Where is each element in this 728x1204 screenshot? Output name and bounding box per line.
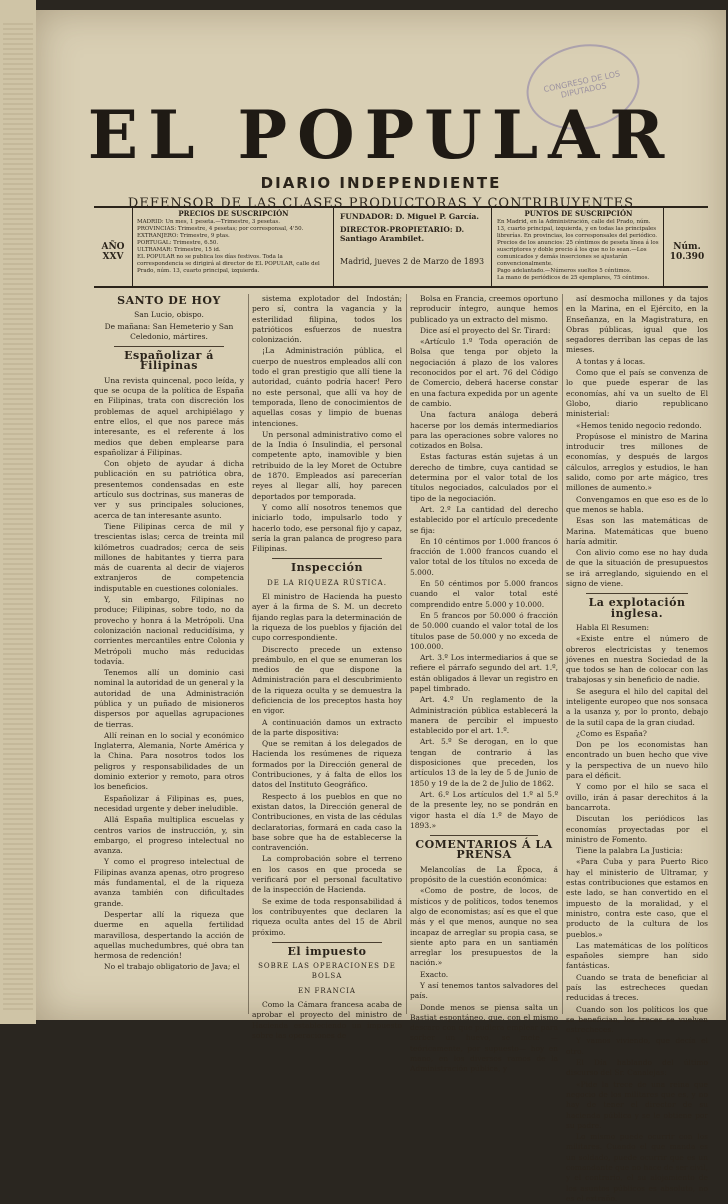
column-4: así desmocha millones y da tajos en la Marina, en el Ejército, en la Enseñanza, en la Magistratura, en Obras públicas, igual que los segadores derriban las cepas de las mieses. A tontas y á locas. Como que el país se convenza de lo que puede esperar de las economías, ahí va un suelto de El Globo, diario republicano ministerial: «Hemos tenido negocio redondo. Propúsose el ministro de Marina introducir tres millones de economías, y después de largos cálculos, arreglos y estudios, le han salido, como por arte mágico, tres millones de aumento.» Convengamos en que eso es de lo que menos se habla. Esas son las matemáticas de Marina. Matemáticas que bueno haría admitir. Con alivio como ese no hay duda de que la situación de presupuestos se irá arreglando, siguiendo en el signo de viene. La explotación inglesa. Habla El Resumen: «Existe entre el número de obreros electricistas y tenemos jóvenes en nuestra Sociedad de la que todos se han de colocar con las trabajosas y sin beneficio de nadie. Se asegura el hilo del capital del inteligente europeo que nos sonsaca a la usanza y, por lo pronto, debajo de la sutil capa de la gran ciudad. ¿Como es España? Don pe los economistas han encontrado un buen hecho que vive y la perspectiva de un nuevo hilo para el déficit. Y como por el hilo se saca el ovillo, irán á pasar derechitos á la bancarrota. Discutan los periódicos las economías proyectadas por el ministro de Fomento. Tiene la palabra La Justicia: «Para Cuba y para Puerto Rico hay el ministerio de Ultramar, y estas contribuciones que estamos en este lado, se han convertido en el impuesto de la moralidad, y el ministro, contra este caso, que el producto de la cultura de los pueblos.» Las matemáticas de los políticos españoles siempre han sido fantásticas. Cuando se trata de beneficiar al país las estrecheces quedan reducidas á treces. Cuando son los políticos los que se benefician, los treces se vuelven estrecheces. Y vamos viviendo, que decía el otro. El Día hablando del último discurso del Sr. Canalejas: «Pide la trece de una reina que negocio de los militares que es, y no hay de tener el director de su hacienda pública y se le obtiene por su padre. Lo mismo puede ocurrir con los militares. Cuando el que manda es un soldado, puede ocurrir que es un comandante que no hace de ser civil, y el contrario, el su alojamiento de los asuntos públicos es absoluto, no es el extraño. [566,294,708,1203]
column-3: Bolsa en Francia, creemos oportuno reproducir íntegro, aunque hemos publicado ya un extracto del mismo. Dice así el proyecto del Sr. Tirard: «Artículo 1.º Toda operación de Bolsa que tenga por objeto la negociación á plazo de los valores reconocidos por el art. 76 del Código de Comercio, deberá hacerse constar en una factura expedida por un agente de cambio. Una factura análoga deberá hacerse por los demás intermediarios para las operaciones sobre valores no cotizados en Bolsa. Estas facturas están sujetas á un derecho de timbre, cuya cantidad se determina por el valor total de los títulos negociados, calculados por el tipo de la negociación. Art. 2.º La cantidad del derecho establecido por el artículo precedente se fija: En 10 céntimos por 1.000 francos ó fracción de 1.000 francos cuando el valor total de los títulos no exceda de 5.000. En 50 céntimos por 5.000 francos cuando el valor total esté comprendido entre 5.000 y 10.000. En 5 francos por 50.000 ó fracción de 50.000 cuando el valor total de los títulos pase de 50.000 y no exceda de 100.000. Art. 3.º Los intermediarios á que se refiere el párrafo segundo del art. 1.º, están obligados á llevar un registro en papel timbrado. Art. 4.º Un reglamento de la Administración pública establecerá la manera de percibir el impuesto establecido por el art. 1.º. Art. 5.º Se derogan, en lo que tengan de contrario á las disposiciones que preceden, los artículos 13 de la ley de 5 de Junio de 1850 y 19 de la de 2 de Julio de 1862. Art. 6.º Los artículos del 1.º al 5.º de la presente ley, no se pondrán en vigor hasta el día 1.º de Mayo de 1893.» COMENTARIOS Á LA PRENSA Melancolías de La Época, á propósito de la cuestión económica: «Como de postre, de locos, de místicos y de políticos, todos tenemos algo de economistas; así es que el que más y el que menos, aunque no sea incapaz de arreglar su propia casa, se siente apto para en un santiamén arreglar los presupuestos de la nación.» Exacto. Y así tenemos tantos salvadores del país. Donde menos se piensa salta un Bastiat espontáneo, que, con el mismo descaro con que pudiera emplear para sorber un huevo, se mete —teóricamente, por supuesto— hoy en mano, en los diversos ramos de la Administración pública, y [410,294,558,1074]
column-1: SANTO DE HOY San Lucio, obispo. De mañana: San Hemeterio y San Celedonio, mártires. Españolizar á Filipinas Una revista quincenal, poco leída, y que se ocupa de la política de España en Filipinas, trata con discreción los problemas de aquel archipiélago y entre ellos, el que nos parece más interesante, es el referente á los medios que deben emplearse para españolizar á Filipinas. Con objeto de ayudar á dicha publicación en su patriótica obra, presentemos condensadas en este artículo sus doctrinas, sus maneras de ver y sus principales soluciones, acerca de tan interesante asunto. Tiene Filipinas cerca de mil y trescientas islas; cerca de treinta mil kilómetros cuadrados; cerca de seis millones de habitantes y tierra para más de cuarenta al decir de viajeros extranjeros de competencia indisputable en cuestiones coloniales. Y, sin embargo, Filipinas no produce; Filipinas, sobre todo, no da provecho y honra á la Metrópoli. Una colonización nacional reducidísima, y corrientes mercantiles entre Colonia y Metrópoli mucho más reducidas todavía. Tenemos allí un dominio casi nominal la autoridad de un general y la autoridad de una Administración pública y un puñado de misioneros dispersos por aquellas agrupaciones de tierras. Allí reinan en lo social y económico Inglaterra, Alemania, Norte América y la China. Para nosotros todos los peligros y responsabilidades de un dominio exterior y remoto, para otros los beneficios. Españolizar á Filipinas es, pues, necesidad urgente y deber ineludible. Allá España multiplica escuelas y centros varios de instrucción, y, sin embargo, el progreso intelectual no avanza. Y como el progreso intelectual de Filipinas avanza apenas, otro progreso más fundamental, el de la riqueza avanza también con dificultades grande. Despertar allí la riqueza que duerme en aquella fertilidad maravillosa, despertando la acción de aquellas muchedumbres, qué obra tan hermosa de redención! No el trabajo obligatorio de Java; el [94,294,244,972]
issue-date: Madrid, jueves 2 de Marzo de 1893 [340,257,485,266]
headline-explotacion: La explotación inglesa. [588,596,686,620]
director: DIRECTOR-PROPIETARIO: D. Santiago Arambilet. [340,225,465,243]
masthead [36,96,726,211]
adjacent-page-strip [0,0,36,1024]
headline-comentarios: COMENTARIOS Á LA PRENSA [415,838,553,862]
newspaper-subtitle: DIARIO INDEPENDIENTE [260,174,502,192]
column-2: sistema explotador del Indostán; pero sí, contra la vagancia y la esterilidad filipina, todos los patrióticos esfuerzos de nuestra colonización. ¡La Administración pública, el cuerpo de nuestros empleados allí con todo el gran prestigio que allí tiene la autoridad, cuánto podría hacer! Pero no este personal, que allí va hoy de temporada, lleno de conocimientos de aquellas cosas y limpio de buenas intenciones. Un personal administrativo como el de la India ó Insulindia, el personal competente apto, inamovible y bien retribuido de la ley Moret de Octubre de 1870. Empleados así parecerían reyes al llegar allí, hoy parecen deportados por temporada. Y como allí nosotros tenemos que iniciarlo todo, impulsarlo todo y hacerlo todo, ese personal fijo y capaz, sería la gran palanca de progreso para Filipinas. Inspección DE LA RIQUEZA RÚSTICA. El ministro de Hacienda ha puesto ayer á la firma de S. M. un decreto fijando reglas para la determinación de la riqueza de los pueblos y fijación del cupo correspondiente. Discrecto precede un extenso preámbulo, en el que se enumeran los medios de que dispone la Administración para el descubrimiento de la riqueza oculta y se demuestra la deficiencia de los preceptos hasta hoy en vigor. A continuación damos un extracto de la parte dispositiva: Que se remitan á los delegados de Hacienda los resúmenes de riqueza formados por la Dirección general de Contribuciones, y á falta de ellos los datos del Instituto Geográfico. Respecto á los pueblos en que no existan datos, la Dirección general de Contribuciones, en vista de las cédulas declaratorias, formará en cada caso la base sobre que ha de establecerse la contravención. La comprobación sobre el terreno en los casos en que proceda se verificará por el personal facultativo de la inspección de Hacienda. Se exime de toda responsabilidad á los contribuyentes que declaren la riqueza oculta antes del 15 de Abril próximo. El impuesto SOBRE LAS OPERACIONES DE BOLSA EN FRANCIA Como la Cámara francesa acaba de aprobar el proyecto del ministro de Hacienda estableciendo un impuesto sobre las operaciones de [252,294,402,1040]
newspaper-page [36,10,726,1203]
year-box: AÑO XXV [94,208,133,286]
article-columns [94,294,708,1203]
headline-inspeccion: Inspección [291,561,363,575]
subscription-points: PUNTOS DE SUSCRIPCIÓN En Madrid, en la Administración, calle del Prado, núm. 13, cuarto principal, izquierda, y en todas las principales librerías. En provincias, los corresponsales del periódico. Precios de los anuncios: 25 céntimos de peseta línea á los suscriptores y doble precio á los que no lo sean.—Los comunicados y demás inserciones se ajustarán convencionalmente. Pago adelantado.—Números sueltos 5 céntimos. La mano de periódicos de 25 ejemplares, 75 céntimos. [494,208,664,286]
library-stamp: CONGRESO DE LOS DIPUTADOS [519,34,648,140]
issue-number: Núm. 10.390 [669,242,705,262]
santo-heading: SANTO DE HOY [117,294,221,307]
newspaper-title: EL POPULAR [87,96,675,174]
info-bar [94,206,708,288]
newspaper-motto: DEFENSOR DE LAS CLASES PRODUCTORAS Y CONTRIBUYENTES [127,196,635,211]
headline-filipinas: Españolizar á Filipinas [124,349,214,373]
editorial-box [336,208,492,286]
founder: FUNDADOR: D. Miguel P. García. [340,212,479,221]
headline-impuesto: El impuesto [287,944,367,958]
subscription-prices: PRECIOS DE SUSCRIPCIÓN MADRID: Un mes, 1 peseta.—Trimestre, 3 pesetas. PROVINCIAS: Trimestre, 4 pesetas; por corresponsal, 4'50. EXTRANJERO: Trimestre, 9 ptas. PORTUGAL: Trimestre, 6.50. ULTRAMAR: Trimestre, 15 id. EL POPULAR no se publica los días festivos. Toda la correspondencia se dirigirá al director de EL POPULAR, calle del Prado, núm. 13, cuarto principal, izquierda. [134,208,334,286]
